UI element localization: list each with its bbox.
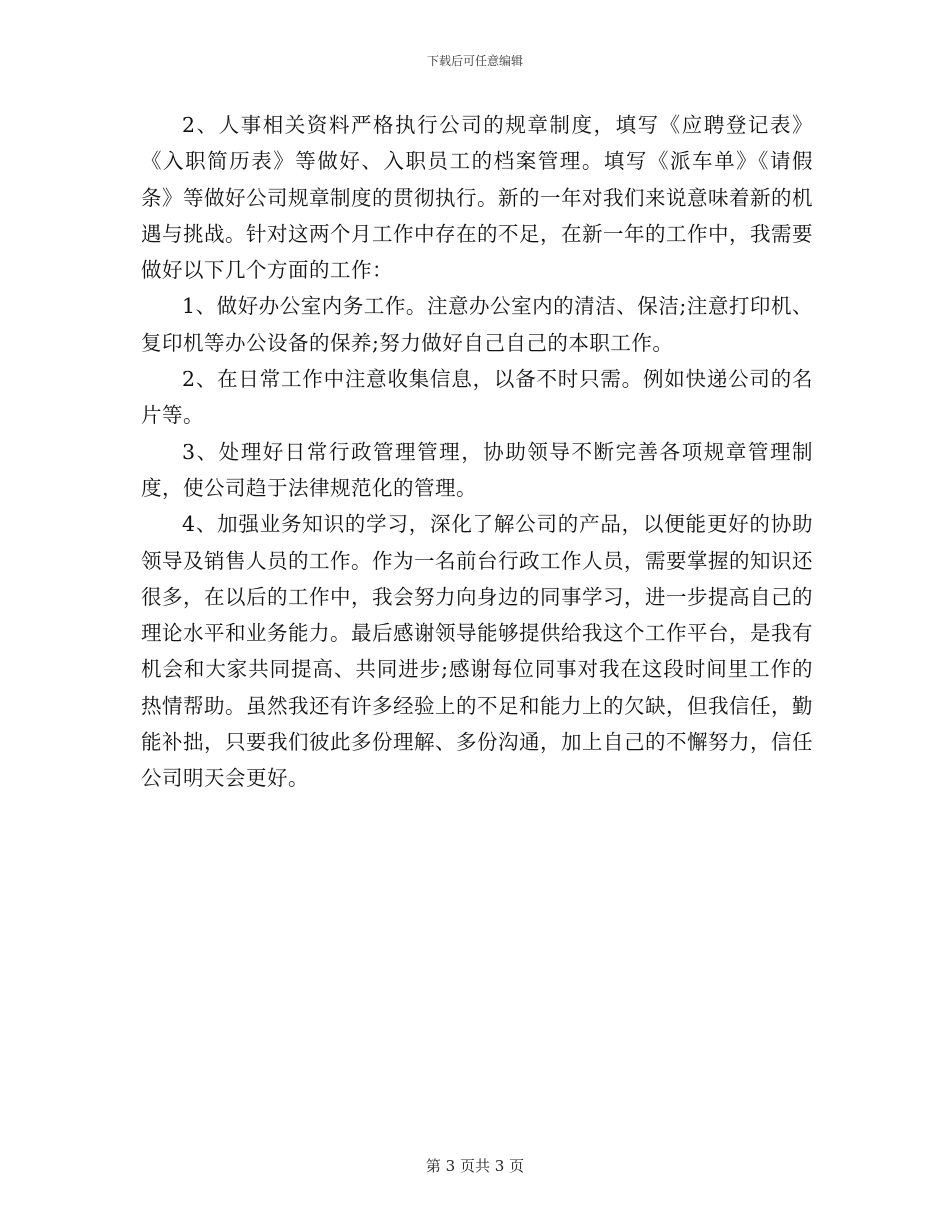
paragraph: 3、处理好日常行政管理管理，协助领导不断完善各项规章管理制度，使公司趋于法律规范化的管理。 [141, 439, 813, 500]
page-number: 第 3 页共 3 页 [425, 1157, 525, 1175]
document-body [141, 107, 813, 797]
paragraph: 2、在日常工作中注意收集信息，以备不时只需。例如快递公司的名片等。 [141, 367, 813, 428]
paragraph: 2、人事相关资料严格执行公司的规章制度，填写《应聘登记表》《入职简历表》等做好、入职员工的档案管理。填写《派车单》《请假条》等做好公司规章制度的贯彻执行。新的一年对我们来说意味着新的机遇与挑战。针对这两个月工作中存在的不足，在新一年的工作中，我需要做好以下几个方面的工作： [141, 113, 813, 283]
paragraph: 4、加强业务知识的学习，深化了解公司的产品，以便能更好的协助领导及销售人员的工作。作为一名前台行政工作人员，需要掌握的知识还很多，在以后的工作中，我会努力向身边的同事学习，进一步提高自己的理论水平和业务能力。最后感谢领导能够提供给我这个工作平台，是我有机会和大家共同提高、共同进步;感谢每位同事对我在这段时间里工作的热情帮助。虽然我还有许多经验上的不足和能力上的欠缺，但我信任，勤能补拙，只要我们彼此多份理解、多份沟通，加上自己的不懈努力，信任公司明天会更好。 [141, 512, 813, 791]
header-note: 下载后可任意编辑 [426, 54, 523, 68]
paragraph: 1、做好办公室内务工作。注意办公室内的清洁、保洁;注意打印机、复印机等办公设备的保养;努力做好自己自己的本职工作。 [141, 294, 813, 355]
